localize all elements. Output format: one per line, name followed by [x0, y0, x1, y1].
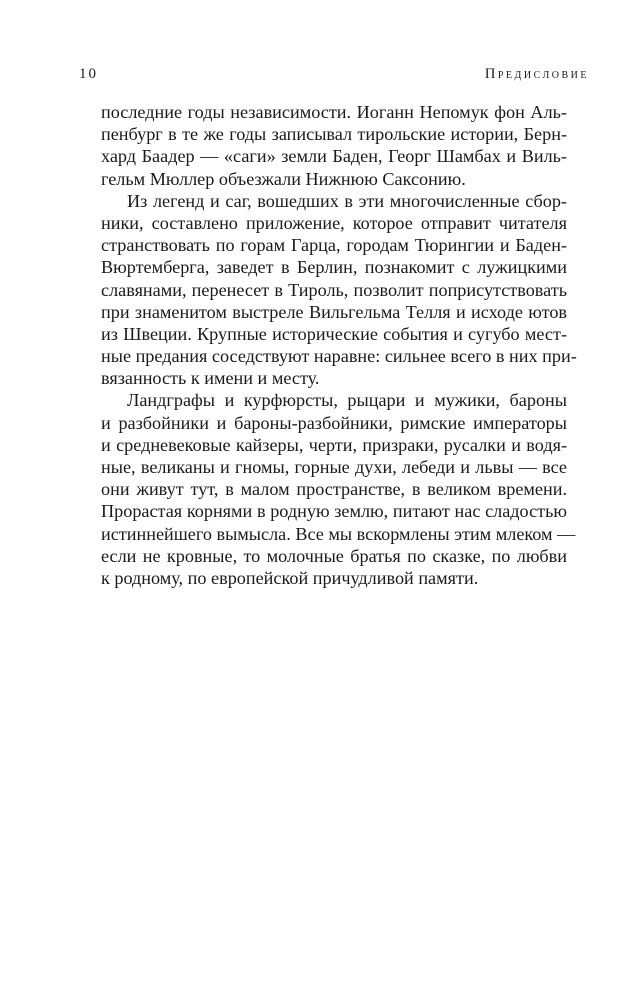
text-line: Ландграфы и курфюрсты, рыцари и мужики, бароны — [127, 390, 567, 411]
body-text — [101, 101, 577, 589]
page-header — [79, 66, 589, 86]
text-line: истиннейшего вымысла. Все мы вскормлены этим млеком — — [101, 523, 576, 544]
text-line: последние годы независимости. Иоганн Непомук фон Аль- — [101, 102, 567, 122]
text-line: гельм Мюллер объезжали Нижнюю Саксонию. — [101, 168, 466, 189]
text-line: пенбург в те же годы записывал тирольские истории, Берн- — [101, 124, 567, 145]
text-line: при знаменитом выстреле Вильгельма Телля и исходе ютов — [101, 301, 567, 322]
text-line: Прорастая корнями в родную землю, питают нас сладостью — [101, 501, 567, 522]
text-line: и средневековые кайзеры, черти, призраки, русалки и водя- — [101, 434, 567, 455]
page-number: 10 — [79, 66, 98, 82]
text-line: из Швеции. Крупные исторические события и сугубо мест- — [101, 323, 567, 344]
text-line: Вюртемберга, заведет в Берлин, познакомит с лужицкими — [101, 257, 567, 278]
text-line: ники, составлено приложение, которое отправит читателя — [101, 212, 567, 233]
text-line: и разбойники и бароны-разбойники, римские императоры — [101, 412, 567, 433]
text-line: вязанность к имени и месту. — [101, 368, 320, 389]
text-line: хард Баадер — «саги» земли Баден, Георг Шамбах и Виль- — [101, 146, 567, 167]
text-line: странствовать по горам Гарца, городам Тюрингии и Баден- — [101, 235, 567, 256]
text-line: ные, великаны и гномы, горные духи, лебеди и львы — все — [101, 457, 567, 477]
text-line: ные предания соседствуют наравне: сильнее всего в них при- — [101, 346, 577, 367]
running-title: Предисловие — [484, 66, 589, 82]
text-line: Из легенд и саг, вошедших в эти многочисленные сбор- — [127, 190, 567, 211]
text-line: славянами, перенесет в Тироль, позволит поприсутствовать — [101, 279, 567, 300]
text-line: к родному, по европейской причудливой памяти. — [101, 567, 479, 588]
text-line: они живут тут, в малом пространстве, в великом времени. — [101, 479, 567, 500]
text-line: если не кровные, то молочные братья по сказке, по любви — [101, 545, 567, 566]
